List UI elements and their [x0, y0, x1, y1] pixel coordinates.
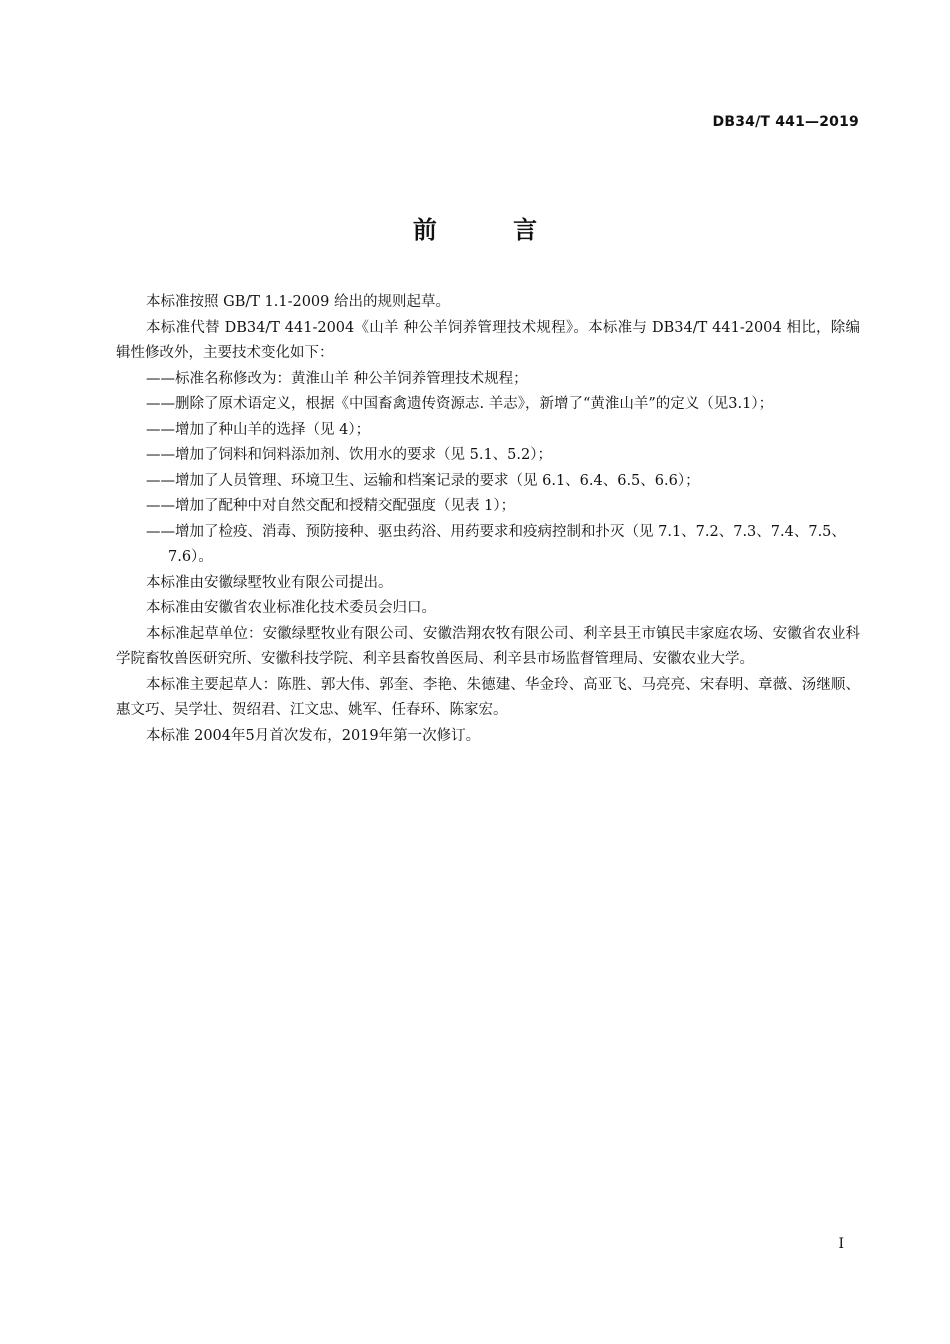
paragraph-release-history: 本标准 2004年5月首次发布，2019年第一次修订。: [146, 727, 481, 744]
list-item: ——增加了饲料和饲料添加剂、饮用水的要求（见 5.1、5.2）；: [146, 447, 552, 463]
foreword-body: [116, 290, 860, 749]
list-item: ——增加了检疫、消毒、预防接种、驱虫药浴、用药要求和疫病控制和扑灭（见 7.1、7.2、7.3、7.4、7.5、7.6）。: [146, 523, 846, 565]
paragraph-proposer: 本标准由安徽绿墅牧业有限公司提出。: [146, 574, 393, 591]
list-item: ——删除了原术语定义，根据《中国畜禽遗传资源志. 羊志》，新增了“黄淮山羊”的定义（见3.1）；: [146, 396, 774, 412]
paragraph-replacement: 本标准代替 DB34/T 441-2004《山羊 种公羊饲养管理技术规程》。本标准与 DB34/T 441-2004 相比，除编辑性修改外，主要技术变化如下：: [116, 319, 860, 361]
page-number: I: [838, 1236, 844, 1252]
paragraph-drafters: 本标准主要起草人：陈胜、郭大伟、郭奎、李艳、朱德建、华金玲、高亚飞、马亮亮、宋春明、章薇、汤继顺、惠文巧、吴学壮、贺绍君、江文忠、姚军、任春环、陈家宏。: [116, 676, 860, 718]
list-item: ——标准名称修改为：黄淮山羊 种公羊饲养管理技术规程；: [146, 370, 528, 387]
paragraph-centralized: 本标准由安徽省农业标准化技术委员会归口。: [146, 600, 436, 616]
page-title: 前 言: [412, 216, 572, 244]
list-item: ——增加了人员管理、环境卫生、运输和档案记录的要求（见 6.1、6.4、6.5、6.6）；: [146, 472, 700, 489]
list-item: ——增加了种山羊的选择（见 4）；: [146, 421, 371, 438]
list-item: ——增加了配种中对自然交配和授精交配强度（见表 1）；: [146, 498, 516, 514]
paragraph-drafting-rule: 本标准按照 GB/T 1.1-2009 给出的规则起草。: [146, 294, 450, 310]
paragraph-drafting-units: 本标准起草单位：安徽绿墅牧业有限公司、安徽浩翔农牧有限公司、利辛县王市镇民丰家庭农场、安徽省农业科学院畜牧兽医研究所、安徽科技学院、利辛县畜牧兽医局、利辛县市场监督管理局、安徽农业大学。: [116, 625, 860, 667]
document-code: DB34/T 441—2019: [712, 114, 859, 130]
